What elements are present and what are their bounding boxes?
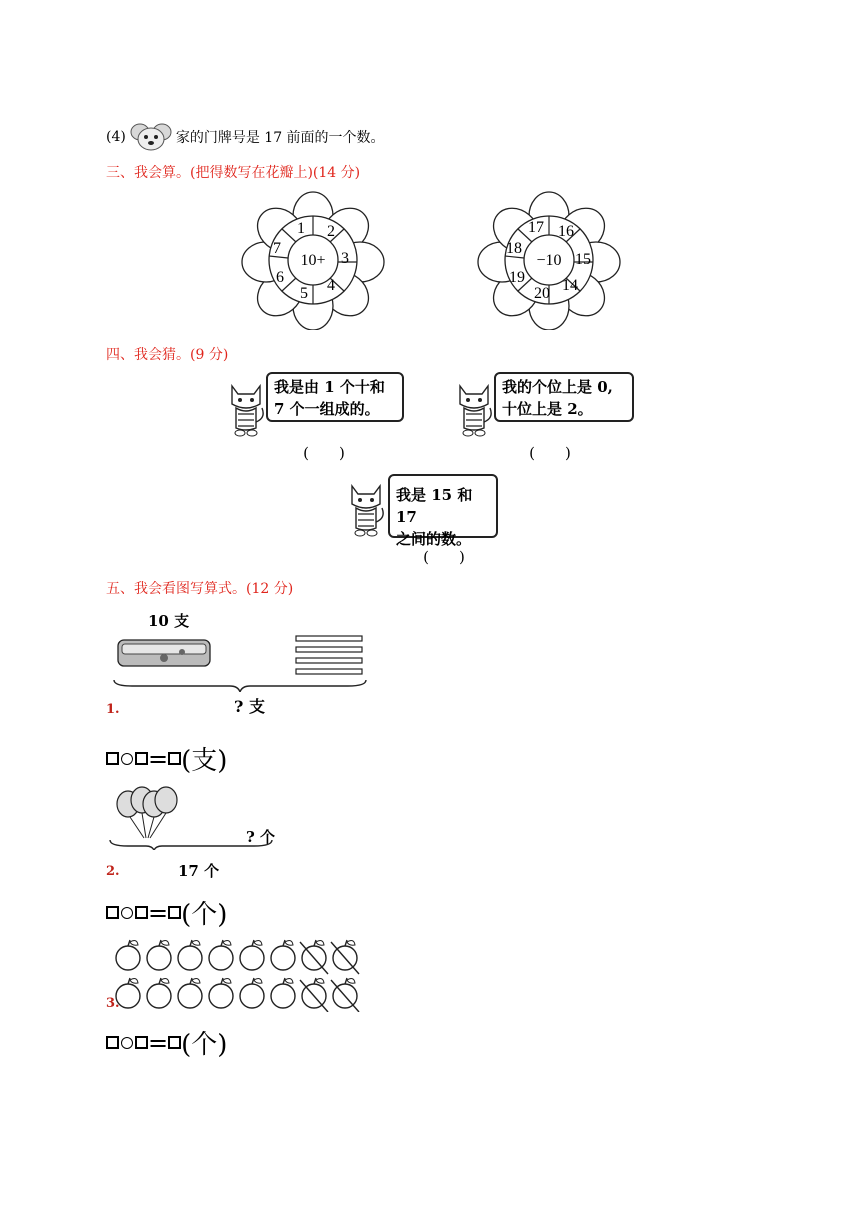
flower-addition	[238, 190, 388, 330]
section-3-title: 三、我会算。(把得数写在花瓣上)(14 分)	[106, 165, 361, 181]
answer-box[interactable]	[168, 906, 181, 919]
petal-number: 2	[327, 223, 335, 240]
operator-circle[interactable]	[121, 1037, 133, 1049]
answer-blank[interactable]: ( )	[423, 548, 465, 566]
petal-number: 1	[297, 220, 305, 237]
equals-sign: =	[148, 898, 169, 927]
answer-box[interactable]	[168, 752, 181, 765]
problem-number: 3.	[106, 996, 120, 1011]
flower-center: −10	[536, 252, 562, 269]
apple-icon	[147, 978, 171, 1008]
flower-subtraction	[474, 190, 624, 330]
apple-icon	[331, 978, 359, 1012]
bubble-line: 十位上是 2。	[502, 400, 593, 418]
pencil-box-illustration	[112, 630, 372, 692]
question-label: ? 个	[246, 828, 276, 846]
question-number: (4)	[106, 129, 126, 145]
unit-label: (支)	[181, 746, 228, 776]
question-4	[106, 122, 385, 152]
answer-box[interactable]	[135, 1036, 148, 1049]
section-5-title: 五、我会看图写算式。(12 分)	[106, 581, 294, 597]
apples-illustration	[112, 936, 368, 1012]
apple-icon	[178, 940, 202, 970]
cat-icon	[454, 380, 494, 438]
petal-number: 4	[327, 277, 335, 294]
apple-icon	[116, 940, 140, 970]
speech-bubble	[388, 474, 498, 548]
apple-icon	[271, 978, 295, 1008]
apple-icon	[271, 940, 295, 970]
bubble-line: 我的个位上是 0,	[502, 378, 613, 396]
equation-blank[interactable]	[106, 894, 227, 931]
operator-circle[interactable]	[121, 907, 133, 919]
top-label: 10 支	[148, 612, 190, 630]
answer-box[interactable]	[106, 752, 119, 765]
flower-center: 10+	[300, 252, 326, 269]
apple-icon	[209, 940, 233, 970]
petal-number: 7	[273, 240, 281, 257]
unit-label: (个)	[181, 900, 228, 930]
bubble-line: 我是由 1 个十和	[274, 378, 385, 396]
answer-blank[interactable]: ( )	[303, 444, 345, 462]
equation-blank[interactable]	[106, 1024, 227, 1061]
answer-box[interactable]	[135, 906, 148, 919]
petal-number: 20	[534, 285, 550, 302]
apple-icon	[209, 978, 233, 1008]
operator-circle[interactable]	[121, 753, 133, 765]
answer-box[interactable]	[168, 1036, 181, 1049]
petal-number: 17	[528, 219, 544, 236]
bottom-label: ? 支	[234, 697, 265, 716]
petal-number: 3	[341, 250, 349, 267]
unit-label: (个)	[181, 1030, 228, 1060]
answer-box[interactable]	[106, 1036, 119, 1049]
answer-box[interactable]	[106, 906, 119, 919]
bubble-line: 7 个一组成的。	[274, 400, 380, 418]
apple-icon	[331, 940, 359, 974]
total-label: 17 个	[178, 862, 220, 880]
equals-sign: =	[148, 1028, 169, 1057]
apple-icon	[240, 978, 264, 1008]
apple-icon	[147, 940, 171, 970]
problem-number: 2.	[106, 864, 120, 879]
answer-box[interactable]	[135, 752, 148, 765]
answer-blank[interactable]: ( )	[529, 444, 571, 462]
mouse-icon	[128, 122, 174, 152]
apple-icon	[240, 940, 264, 970]
speech-bubble	[494, 372, 634, 422]
speech-bubble	[266, 372, 404, 422]
petal-number: 14	[562, 277, 578, 294]
section-4-title: 四、我会猜。(9 分)	[106, 347, 229, 363]
bubble-line: 之间的数。	[396, 530, 472, 548]
petal-number: 15	[575, 251, 591, 268]
apple-icon	[300, 940, 328, 974]
equals-sign: =	[148, 744, 169, 773]
petal-number: 18	[506, 240, 522, 257]
bubble-line: 我是 15 和 17	[396, 486, 473, 526]
cat-icon	[346, 480, 386, 538]
petal-number: 16	[558, 223, 574, 240]
problem-number: 1.	[106, 702, 120, 717]
petal-number: 6	[276, 269, 284, 286]
cat-icon	[226, 380, 266, 438]
question-text: 家的门牌号是 17 前面的一个数。	[175, 130, 385, 146]
equation-blank[interactable]	[106, 740, 227, 777]
petal-number: 5	[300, 285, 308, 302]
apple-icon	[178, 978, 202, 1008]
apple-icon	[116, 978, 140, 1008]
apple-icon	[300, 978, 328, 1012]
petal-number: 19	[509, 269, 525, 286]
